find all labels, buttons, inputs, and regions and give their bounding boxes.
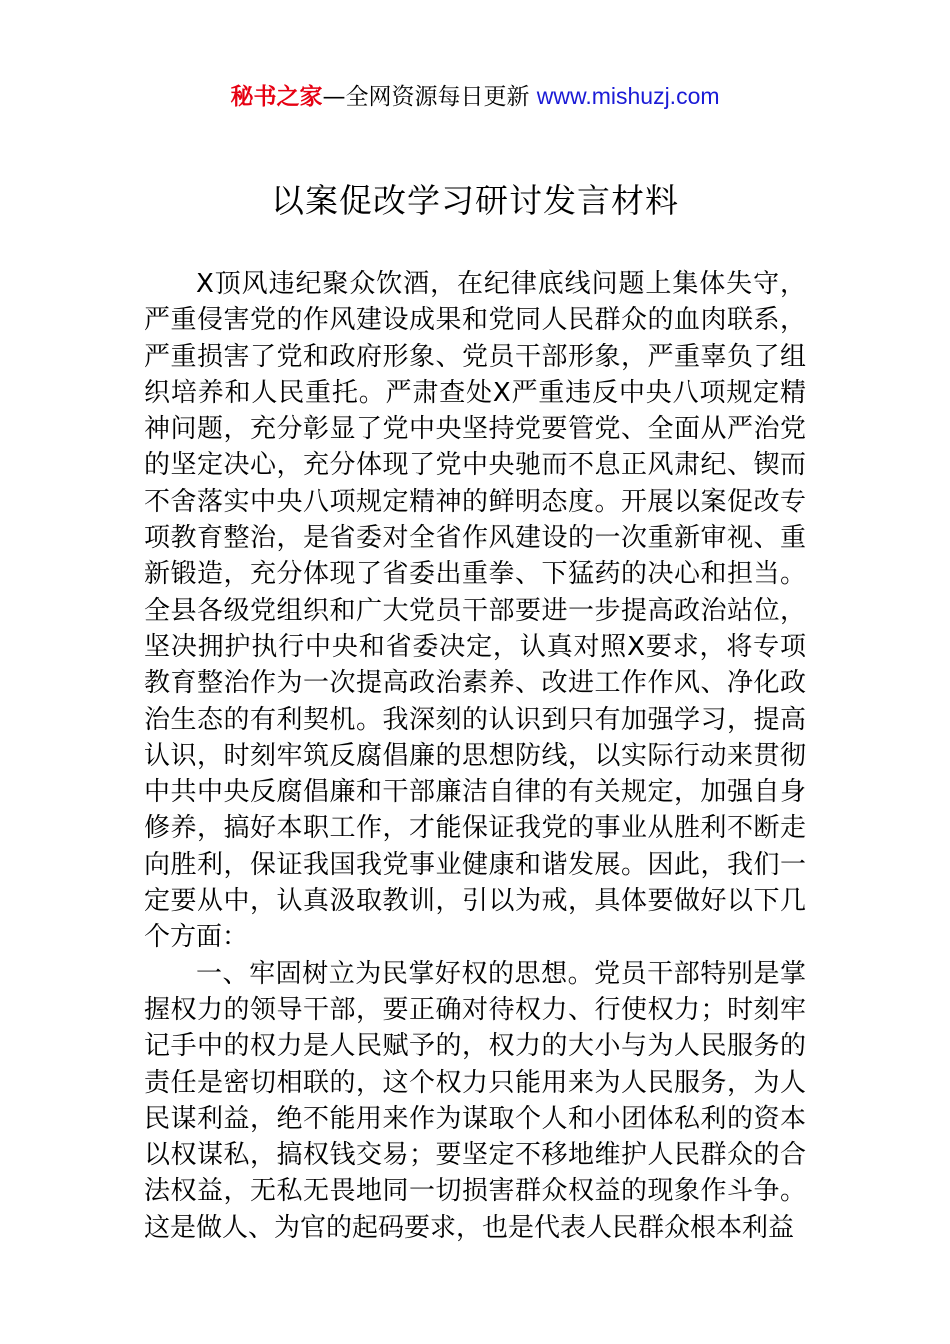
site-url-link[interactable]: www.mishuzj.com	[536, 83, 720, 109]
site-tagline: —全网资源每日更新	[322, 84, 530, 110]
site-header	[0, 80, 950, 113]
site-brand: 秘书之家	[230, 84, 323, 110]
document-title: 以案促改学习研讨发言材料	[271, 181, 679, 220]
body-paragraph: X顶风违纪聚众饮酒，在纪律底线问题上集体失守，严重侵害党的作风建设成果和党同人民群众的血肉联系，严重损害了党和政府形象、党员干部形象，严重辜负了组织培养和人民重托。严肃查处X严重违反中央八项规定精神问题，充分彰显了党中央坚持党要管党、全面从严治党的坚定决心，充分体现了党中央驰而不息正风肃纪、锲而不舍落实中央八项规定精神的鲜明态度。开展以案促改专项教育整治，是省委对全省作风建设的一次重新审视、重新锻造，充分体现了省委出重拳、下猛药的决心和担当。全县各级党组织和广大党员干部要进一步提高政治站位，坚决拥护执行中央和省委决定，认真对照X要求，将专项教育整治作为一次提高政治素养、改进工作作风、净化政治生态的有利契机。我深刻的认识到只有加强学习，提高认识，时刻牢筑反腐倡廉的思想防线，以实际行动来贯彻中共中央反腐倡廉和干部廉洁自律的有关规定，加强自身修养，搞好本职工作，才能保证我党的事业从胜利不断走向胜利，保证我国我党事业健康和谐发展。因此，我们一定要从中，认真汲取教训，引以为戒，具体要做好以下几个方面：	[144, 269, 806, 953]
body-paragraph: 一、牢固树立为民掌好权的思想。党员干部特别是掌握权力的领导干部，要正确对待权力、行使权力；时刻牢记手中的权力是人民赋予的，权力的大小与为人民服务的责任是密切相联的，这个权力只能用来为人民服务，为人民谋利益，绝不能用来作为谋取个人和小团体私利的资本以权谋私，搞权钱交易；要坚定不移地维护人民群众的合法权益，无私无畏地同一切损害群众权益的现象作斗争。这是做人、为官的起码要求，也是代表人民群众根本利益	[144, 958, 806, 1243]
document-body	[144, 266, 806, 1246]
